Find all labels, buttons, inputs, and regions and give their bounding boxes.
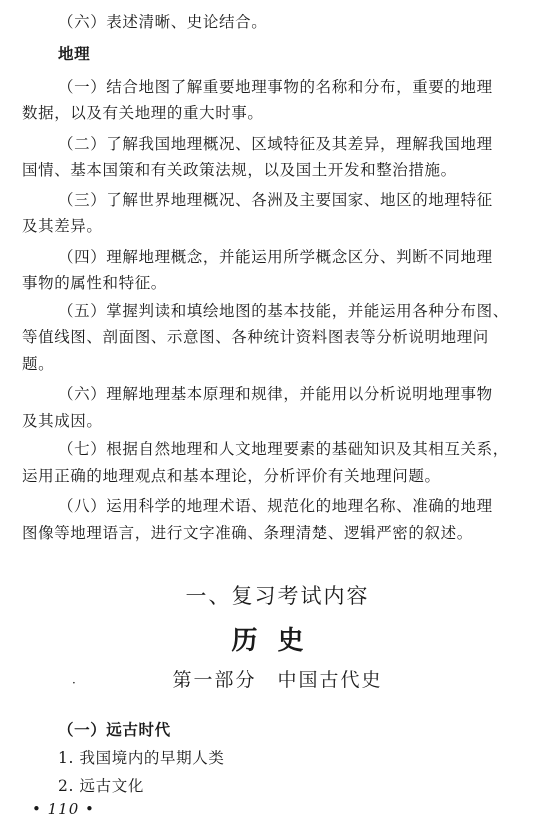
geo-item-4-line-2: 事物的属性和特征。 — [22, 274, 167, 292]
era-title: （一）远古时代 — [58, 720, 171, 739]
era-item-1: 1. 我国境内的早期人类 — [58, 749, 225, 767]
subject-heading: 历史 — [231, 626, 324, 656]
geo-item-3-line-2: 及其差异。 — [22, 217, 103, 235]
geo-item-3-line-1: （三）了解世界地理概况、各洲及主要国家、地区的地理特征 — [58, 191, 493, 209]
page-number: • 110 • — [32, 800, 95, 818]
geo-item-5-line-3: 题。 — [22, 355, 55, 373]
geo-item-1-line-1: （一）结合地图了解重要地理事物的名称和分布，重要的地理 — [58, 78, 493, 96]
geo-item-6-line-2: 及其成因。 — [22, 412, 103, 430]
geo-item-7-line-2: 运用正确的地理观点和基本理论，分析评价有关地理问题。 — [22, 467, 441, 485]
section-heading: 一、复习考试内容 — [185, 584, 370, 608]
geo-item-8-line-1: （八）运用科学的地理术语、规范化的地理名称、准确的地理 — [58, 497, 493, 515]
geo-item-5-line-1: （五）掌握判读和填绘地图的基本技能，并能运用各种分布图、 — [58, 302, 509, 320]
geo-item-2-line-1: （二）了解我国地理概况、区域特征及其差异，理解我国地理 — [58, 135, 493, 153]
geo-section-title: 地理 — [58, 44, 91, 63]
geo-item-7-line-1: （七）根据自然地理和人文地理要素的基础知识及其相互关系， — [58, 440, 509, 458]
geo-item-4-line-1: （四）理解地理概念，并能运用所学概念区分、判断不同地理 — [58, 248, 493, 266]
geo-item-1-line-2: 数据，以及有关地理的重大时事。 — [22, 104, 264, 122]
geo-item-8-line-2: 图像等地理语言，进行文字准确、条理清楚、逻辑严密的叙述。 — [22, 524, 473, 542]
stray-dot: · — [72, 676, 76, 690]
era-item-2: 2. 远古文化 — [58, 777, 144, 795]
geo-item-2-line-2: 国情、基本国策和有关政策法规，以及国土开发和整治措施。 — [22, 161, 457, 179]
geo-item-6-line-1: （六）理解地理基本原理和规律，并能用以分析说明地理事物 — [58, 385, 493, 403]
geo-item-5-line-2: 等值线图、剖面图、示意图、各种统计资料图表等分析说明地理问 — [22, 328, 489, 346]
geo-intro-tail: （六）表述清晰、史论结合。 — [58, 13, 268, 31]
part-heading: 第一部分 中国古代史 — [172, 669, 383, 691]
